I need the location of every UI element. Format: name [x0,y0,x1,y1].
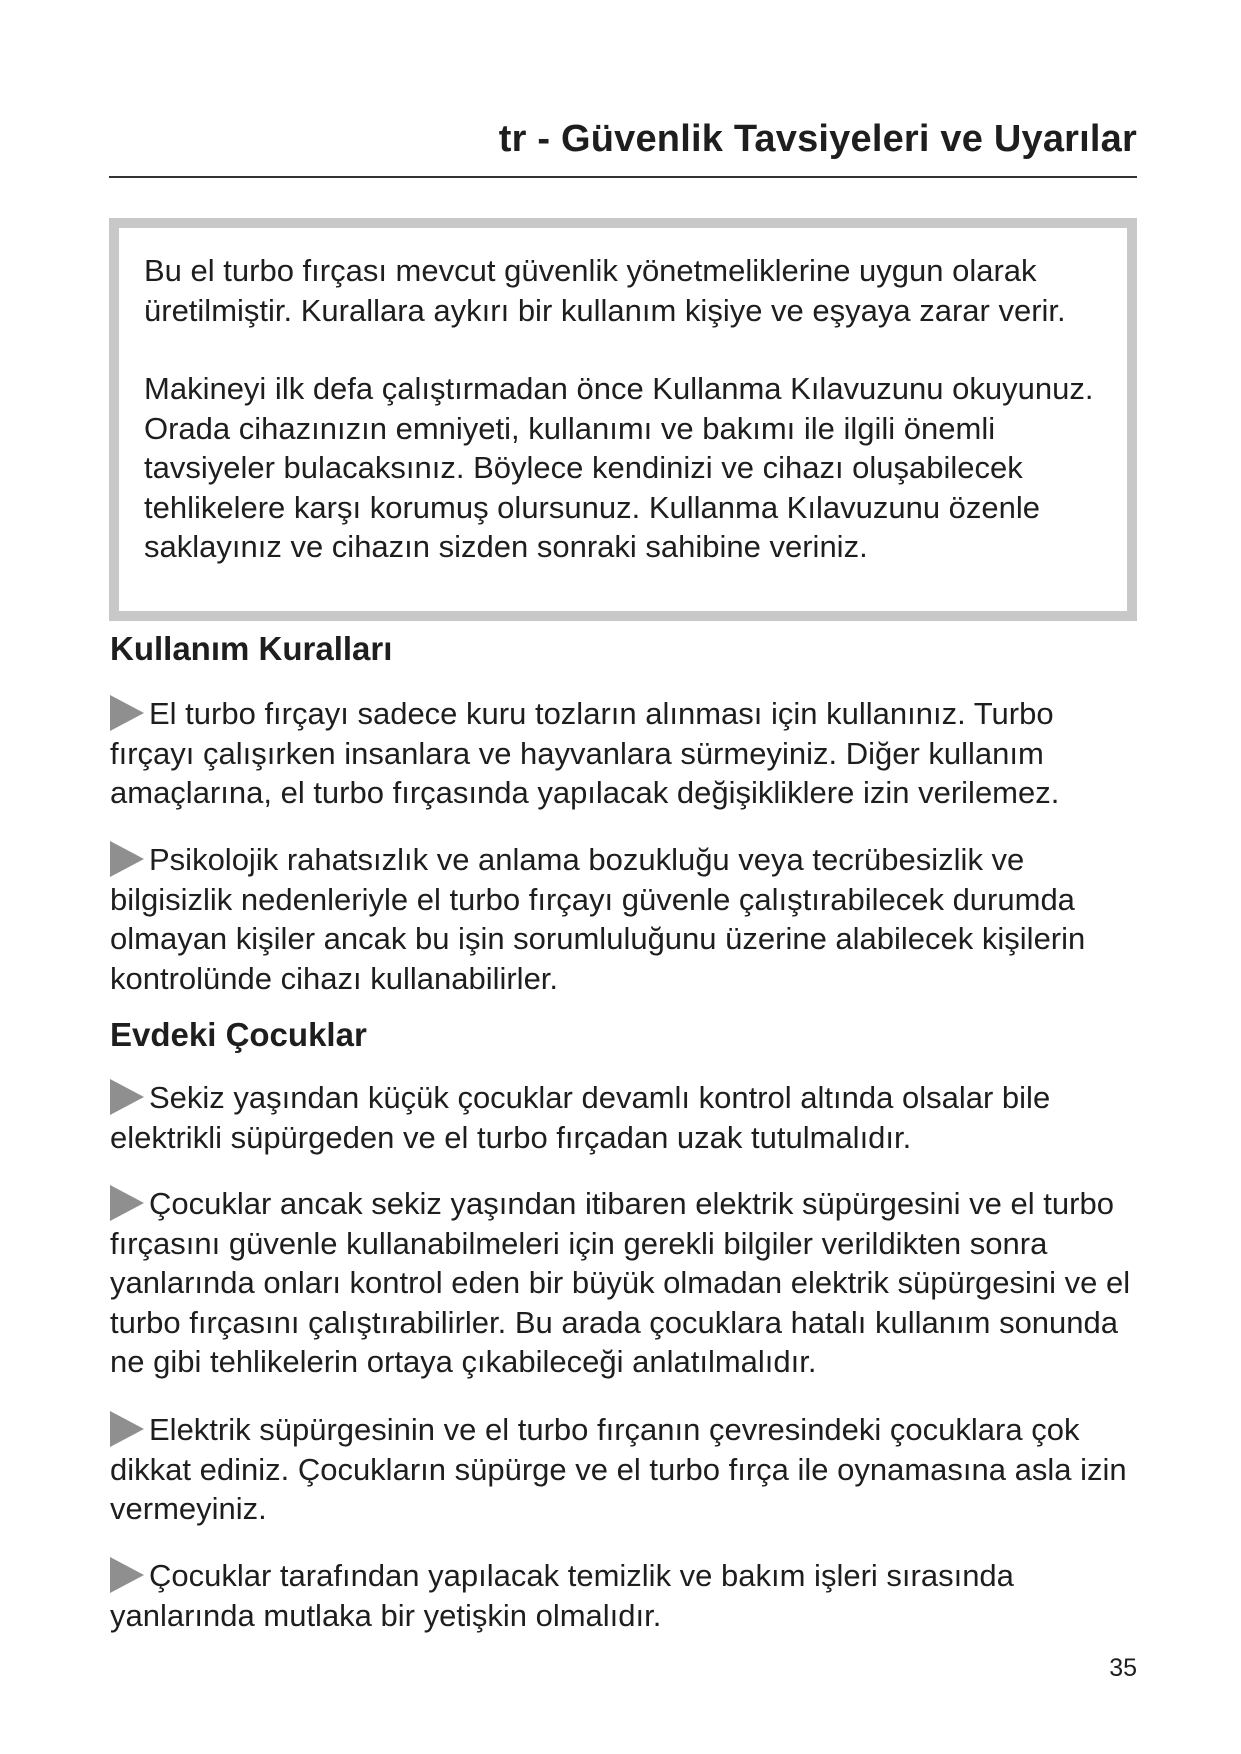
list-item-text: El turbo fırçayı sadece kuru tozların alınması için kullanınız. Turbo fırçayı çalışırken insanlara ve hayvanlara sürmeyiniz. Diğer kullanım amaçlarına, el turbo fırçasında yapılacak değişikliklere izin verilemez. [110,696,1060,810]
section-heading-children: Evdeki Çocuklar [110,1016,367,1053]
list-item [110,840,1140,998]
notice-paragraph: Bu el turbo fırçası mevcut güvenlik yönetmeliklerine uygun olarak üretilmiştir. Kurallara aykırı bir kullanım kişiye ve eşyaya zarar verir. [144,253,1066,328]
notice-paragraph: Makineyi ilk defa çalıştırmadan önce Kullanma Kılavuzunu okuyunuz. Orada cihazınızın emniyeti, kullanımı ve bakımı ile ilgili önemli tavsiyeler bulacaksınız. Böylece kendinizi ve cihazı oluşabilecek tehlikelere karşı korumuş olursunuz. Kullanma Kılavuzunu özenle saklayınız ve cihazın sizden sonraki sahibine veriniz. [144,371,1094,564]
list-item-text: Sekiz yaşından küçük çocuklar devamlı kontrol altında olsalar bile elektrikli süpürgeden ve el turbo fırçadan uzak tutulmalıdır. [110,1080,1051,1155]
list-item-text: Psikolojik rahatsızlık ve anlama bozukluğu veya tecrübesizlik ve bilgisizlik nedenleriyle el turbo fırçayı güvenle çalıştırabilecek durumda olmayan kişiler ancak bu işin sorumluluğunu üzerine alabilecek kişilerin kontrolünde cihazı kullanabilirler. [110,842,1086,996]
list-item [110,1078,1140,1157]
list-item [110,1410,1140,1529]
arrow-bullet-icon [110,695,144,731]
page-header [109,112,1137,178]
list-item [110,694,1140,813]
safety-notice-box [109,218,1137,621]
page-number: 35 [1109,1654,1137,1682]
page-title: tr - Güvenlik Tavsiyeleri ve Uyarılar [498,118,1137,160]
list-item-text: Elektrik süpürgesinin ve el turbo fırçanın çevresindeki çocuklara çok dikkat ediniz. Çocukların süpürge ve el turbo fırça ile oynamasına asla izin vermeyiniz. [110,1412,1127,1526]
list-item [110,1184,1140,1382]
arrow-bullet-icon [110,1185,144,1221]
arrow-bullet-icon [110,1557,144,1593]
arrow-bullet-icon [110,841,144,877]
section-heading-usage-rules: Kullanım Kuralları [110,630,393,667]
arrow-bullet-icon [110,1079,144,1115]
arrow-bullet-icon [110,1411,144,1447]
list-item-text: Çocuklar tarafından yapılacak temizlik ve bakım işleri sırasında yanlarında mutlaka bir yetişkin olmalıdır. [110,1558,1014,1633]
list-item [110,1556,1140,1635]
list-item-text: Çocuklar ancak sekiz yaşından itibaren elektrik süpürgesini ve el turbo fırçasını güvenle kullanabilmeleri için gerekli bilgiler verildikten sonra yanlarında onları kontrol eden bir büyük olmadan elektrik süpürgesini ve el turbo fırçasını çalıştırabilirler. Bu arada çocuklara hatalı kullanım sonunda ne gibi tehlikelerin ortaya çıkabileceği anlatılmalıdır. [110,1186,1131,1379]
